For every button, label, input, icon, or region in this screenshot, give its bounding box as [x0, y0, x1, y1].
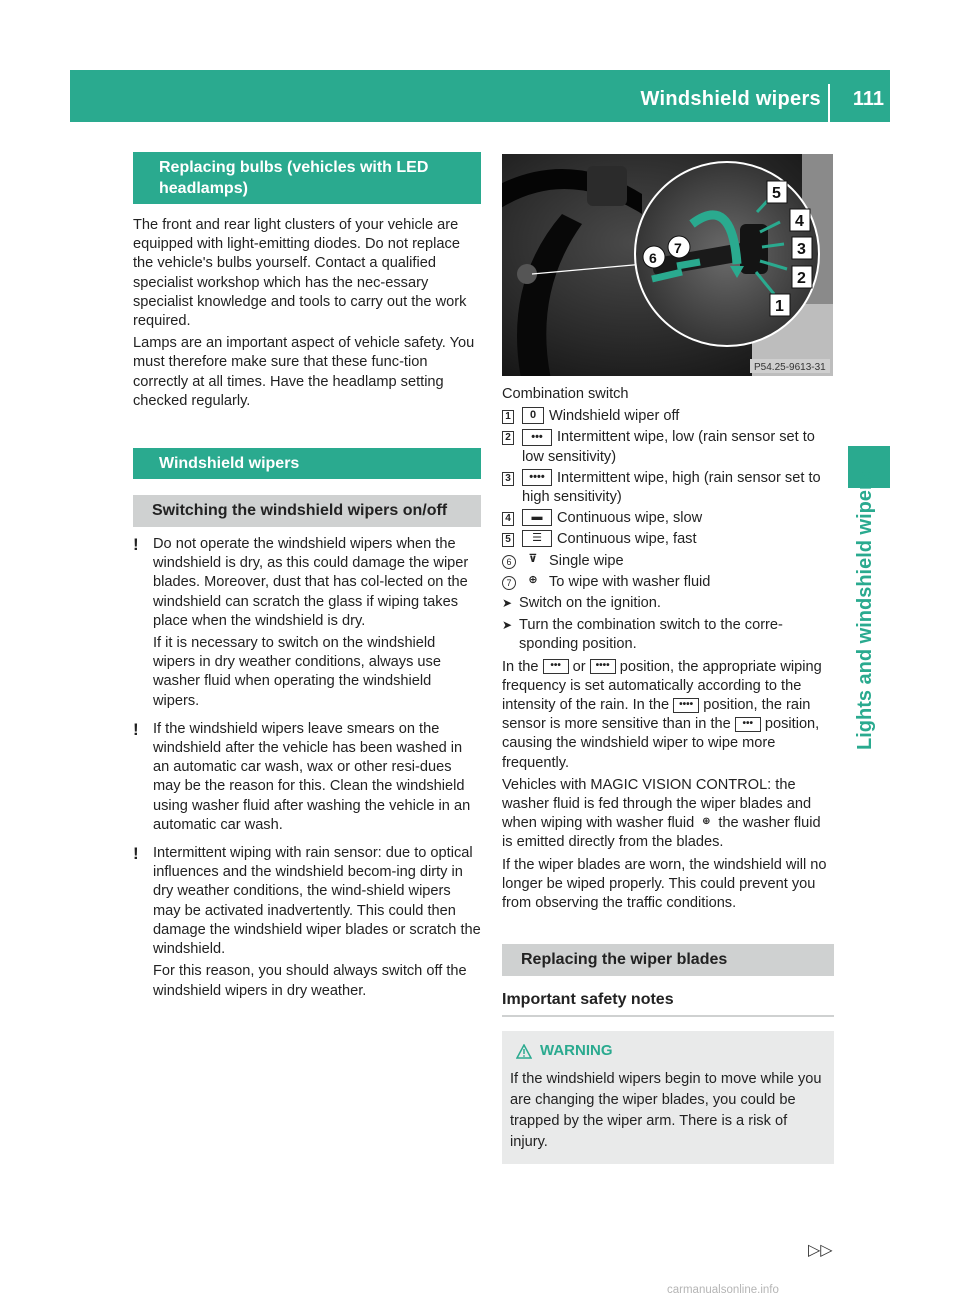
section-heading-replacing-wiper-blades: Replacing the wiper blades [502, 944, 834, 976]
warning-header [510, 1041, 826, 1060]
warning-triangle-icon [516, 1044, 532, 1059]
legend-number: 1 [502, 410, 514, 424]
callout-4: 4 [795, 213, 804, 230]
legend-text: To wipe with washer fluid [549, 573, 711, 590]
figure-caption: Combination switch [502, 386, 629, 402]
legend-number: 5 [502, 533, 514, 547]
legend-item [502, 428, 834, 466]
legend-text: Intermittent wipe, low (rain sensor set to low sensitivity) [522, 429, 815, 465]
text-run: or [572, 658, 586, 675]
notice-block [133, 844, 481, 1004]
legend-number: 6 [502, 555, 516, 569]
paragraph-rain-sensor [502, 658, 834, 773]
text-run: the washer fluid is emitted directly from the blades. [502, 815, 821, 851]
subsection-heading-switching-wipers: Switching the windshield wipers on/off [133, 495, 481, 527]
left-column [133, 152, 481, 1010]
callout-7: 7 [674, 240, 682, 256]
header-title: Windshield wipers [640, 88, 821, 110]
legend-text: Continuous wipe, fast [557, 531, 697, 548]
text-run: Vehicles with MAGIC VISION CONTROL: the washer fluid is fed through the wiper blades and when wiping with washer fluid [502, 776, 812, 832]
single-wipe-icon: ⊽ [528, 552, 538, 565]
paragraph: The front and rear light clusters of your vehicle are equipped with light-emitting diodes. Do not replace the vehicle's bulbs yourself. Contact a qualified specialist workshop which has the nec-essary specialist knowledge and tools to carry out the work required. [133, 217, 467, 330]
warning-label: WARNING [540, 1042, 613, 1060]
warning-text: If the windshield wipers begin to move while you are changing the wiper blades, you could be trapped by the wiper arm. There is a risk of injury. [510, 1070, 822, 1150]
washer-fluid-icon: ⊕ [528, 573, 538, 586]
legend-number: 3 [502, 472, 514, 486]
legend-content [522, 469, 834, 507]
callout-5: 5 [772, 185, 781, 202]
step-text: Switch on the ignition. [519, 595, 661, 612]
instruction-step [502, 616, 834, 654]
section-heading-windshield-wipers: Windshield wipers [133, 448, 481, 479]
paragraph: Lamps are an important aspect of vehicle safety. You must therefore make sure that these func-tion correctly at all times. Have the headlamp setting checked regularly. [133, 335, 475, 409]
page-header [70, 70, 890, 122]
step-text: Turn the combination switch to the corre-sponding position. [519, 617, 783, 653]
text-run: In the [502, 658, 539, 675]
intermittent-high-symbol: •••• [522, 469, 552, 486]
callout-2: 2 [797, 270, 806, 287]
continuous-slow-symbol: ▬ [522, 509, 552, 526]
callout-1: 1 [775, 298, 784, 315]
intermittent-low-symbol: ••• [543, 659, 569, 674]
step-arrow-icon: ➤ [502, 596, 513, 611]
text-run: position, the appropriate wiping frequency is set automatically according to the intensity of the rain. In the [502, 658, 822, 714]
chapter-tab-label: Lights and windshield wipers [854, 471, 876, 750]
step-arrow-icon: ➤ [502, 618, 513, 633]
notice-block [133, 535, 481, 714]
legend-text: Windshield wiper off [549, 408, 680, 425]
section-heading-replacing-bulbs: Replacing bulbs (vehicles with LED headlamps) [133, 152, 481, 204]
right-column [502, 385, 834, 1164]
legend-number: 7 [502, 576, 516, 590]
continue-arrow-icon: ▷▷ [808, 1242, 833, 1259]
legend-item [502, 407, 834, 426]
warning-box [502, 1031, 834, 1163]
legend-item [502, 469, 834, 507]
intermittent-high-symbol: •••• [590, 659, 616, 674]
combination-switch-illustration [502, 154, 833, 376]
notice-block [133, 720, 481, 838]
page-number: 111 [852, 88, 884, 110]
paragraph: If the windshield wipers leave smears on the windshield after the vehicle has been washed in an automatic car wash, wax or other resi-dues may be the reason for this. Clean the windshield using washer fluid after washing the vehicle in an automatic car wash. [153, 720, 471, 833]
washer-fluid-icon: ⊕ [702, 815, 711, 827]
legend-number: 4 [502, 512, 514, 526]
paragraph: Intermittent wiping with rain sensor: due to optical influences and the windshield becom-ing dirty in dry weather conditions, the wind-shield wipers may be activated inadvertently. This could then damage the windshield wiper blades or scratch the windshield. [153, 845, 481, 958]
paragraph: Do not operate the windshield wipers when the windshield is dry, as this could damage the wiper blades. Moreover, dust that has col-lected on the windshield can scratch the glass if wiping takes place when the windshield is dry. [153, 536, 469, 629]
intermittent-low-symbol: ••• [522, 429, 552, 446]
intermittent-low-symbol: ••• [735, 717, 761, 732]
callout-3: 3 [797, 241, 806, 258]
header-divider [828, 84, 830, 122]
legend-text: Single wipe [549, 552, 624, 569]
exclamation-icon: ! [133, 719, 139, 739]
wiper-off-symbol: 0 [522, 407, 544, 424]
instruction-step [502, 594, 834, 613]
legend-number: 2 [502, 431, 514, 445]
figure-code: P54.25-9613-31 [754, 362, 826, 373]
legend-content [522, 428, 834, 466]
intermittent-high-symbol: •••• [673, 698, 699, 713]
legend-item [502, 552, 834, 571]
paragraph: If it is necessary to switch on the windshield wipers in dry weather conditions, always use washer fluid when operating the windshield wipers. [153, 635, 441, 709]
callout-6: 6 [649, 250, 657, 266]
paragraph: For this reason, you should always switch off the windshield wipers in dry weather. [153, 963, 467, 999]
subheading-safety-notes: Important safety notes [502, 990, 834, 1017]
exclamation-icon: ! [133, 535, 139, 555]
legend-text: Continuous wipe, slow [557, 510, 703, 527]
paragraph-magic-vision [502, 776, 834, 853]
legend-item [502, 509, 834, 528]
text-run: position, causing the windshield wiper to wipe more frequently. [502, 716, 820, 771]
watermark: carmanualsonline.info [667, 1284, 779, 1296]
combination-switch-photo [502, 154, 833, 376]
legend-item [502, 573, 834, 592]
legend-text: Intermittent wipe, high (rain sensor set to high sensitivity) [522, 469, 821, 506]
text-run: position, the rain sensor is more sensitive than in the [502, 697, 811, 733]
exclamation-icon: ! [133, 844, 139, 864]
paragraph: If the wiper blades are worn, the windshield will no longer be wiped properly. This could prevent you from observing the traffic conditions. [502, 856, 827, 912]
continuous-fast-symbol: ☰ [522, 530, 552, 547]
legend-item [502, 530, 834, 549]
